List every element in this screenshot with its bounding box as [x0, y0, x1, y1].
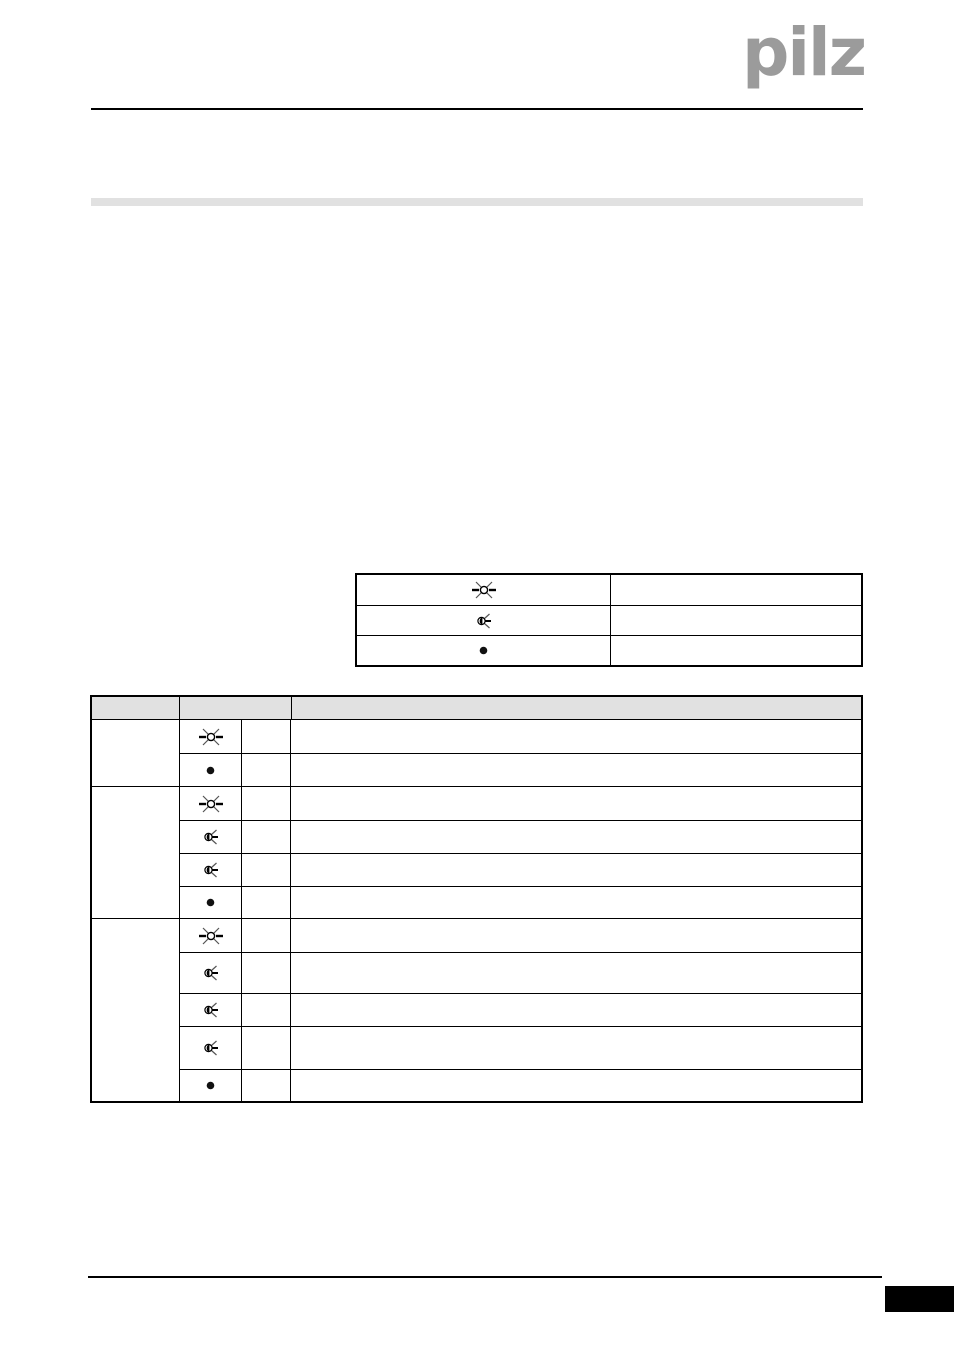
footer-rule: [88, 1276, 882, 1278]
legend-row: [357, 635, 861, 665]
led-flashes-icon: [202, 965, 220, 981]
led-symbol-cell: [180, 1070, 242, 1101]
state-cell: [242, 919, 291, 952]
description-cell: [291, 821, 861, 853]
legend-row: [357, 605, 861, 635]
status-row: [180, 1069, 861, 1101]
group-label-cell: [92, 720, 180, 786]
state-cell: [242, 887, 291, 918]
header-rule: [91, 108, 863, 110]
description-cell: [291, 854, 861, 886]
legend-symbol-cell: [357, 575, 611, 605]
legend-description-cell: [611, 636, 861, 665]
status-row: [180, 886, 861, 918]
state-cell: [242, 754, 291, 786]
led-flashes-icon: [202, 862, 220, 878]
led-symbol-cell: [180, 821, 242, 853]
legend-description-cell: [611, 606, 861, 635]
status-row: [180, 993, 861, 1026]
page-number-box: [885, 1286, 954, 1312]
led-on-icon: [198, 795, 224, 813]
description-cell: [291, 720, 861, 753]
state-cell: [242, 720, 291, 753]
header-cell-led: [92, 697, 180, 719]
state-cell: [242, 1027, 291, 1069]
header-cell-state: [180, 697, 292, 719]
pilz-logo: pilz: [742, 14, 865, 91]
led-on-icon: [198, 728, 224, 746]
state-cell: [242, 994, 291, 1026]
state-cell: [242, 854, 291, 886]
led-off-icon: [206, 898, 215, 907]
description-cell: [291, 994, 861, 1026]
led-off-icon: [206, 766, 215, 775]
status-table-body: [92, 720, 861, 1101]
state-cell: [242, 953, 291, 993]
led-status-table: [90, 695, 863, 1103]
status-group: [92, 720, 861, 786]
group-rows: [180, 787, 861, 918]
group-rows: [180, 720, 861, 786]
status-row: [180, 1026, 861, 1069]
description-cell: [291, 919, 861, 952]
led-on-icon: [198, 927, 224, 945]
led-flashes-icon: [202, 1002, 220, 1018]
description-cell: [291, 953, 861, 993]
status-row: [180, 919, 861, 952]
legend-row: [357, 575, 861, 605]
legend-description-cell: [611, 575, 861, 605]
section-heading-bar: [91, 198, 863, 206]
description-cell: [291, 1027, 861, 1069]
group-label-cell: [92, 919, 180, 1101]
status-group: [92, 786, 861, 918]
led-symbol-cell: [180, 787, 242, 820]
state-cell: [242, 787, 291, 820]
status-group: [92, 918, 861, 1101]
led-symbol-cell: [180, 953, 242, 993]
status-row: [180, 720, 861, 753]
led-flashes-icon: [202, 829, 220, 845]
led-flashes-icon: [475, 613, 493, 629]
led-symbol-cell: [180, 754, 242, 786]
led-symbol-cell: [180, 720, 242, 753]
legend-symbol-cell: [357, 636, 611, 665]
led-legend-table: [355, 573, 863, 667]
status-row: [180, 853, 861, 886]
led-symbol-cell: [180, 887, 242, 918]
header-cell-description: [292, 697, 861, 719]
led-symbol-cell: [180, 994, 242, 1026]
led-off-icon: [479, 646, 488, 655]
status-table-header-row: [92, 697, 861, 720]
group-rows: [180, 919, 861, 1101]
led-symbol-cell: [180, 919, 242, 952]
description-cell: [291, 887, 861, 918]
led-symbol-cell: [180, 1027, 242, 1069]
description-cell: [291, 1070, 861, 1101]
status-row: [180, 820, 861, 853]
description-cell: [291, 787, 861, 820]
status-row: [180, 952, 861, 993]
led-flashes-icon: [202, 1040, 220, 1056]
state-cell: [242, 1070, 291, 1101]
description-cell: [291, 754, 861, 786]
legend-symbol-cell: [357, 606, 611, 635]
state-cell: [242, 821, 291, 853]
led-symbol-cell: [180, 854, 242, 886]
led-off-icon: [206, 1081, 215, 1090]
group-label-cell: [92, 787, 180, 918]
status-row: [180, 753, 861, 786]
status-row: [180, 787, 861, 820]
led-on-icon: [471, 581, 497, 599]
